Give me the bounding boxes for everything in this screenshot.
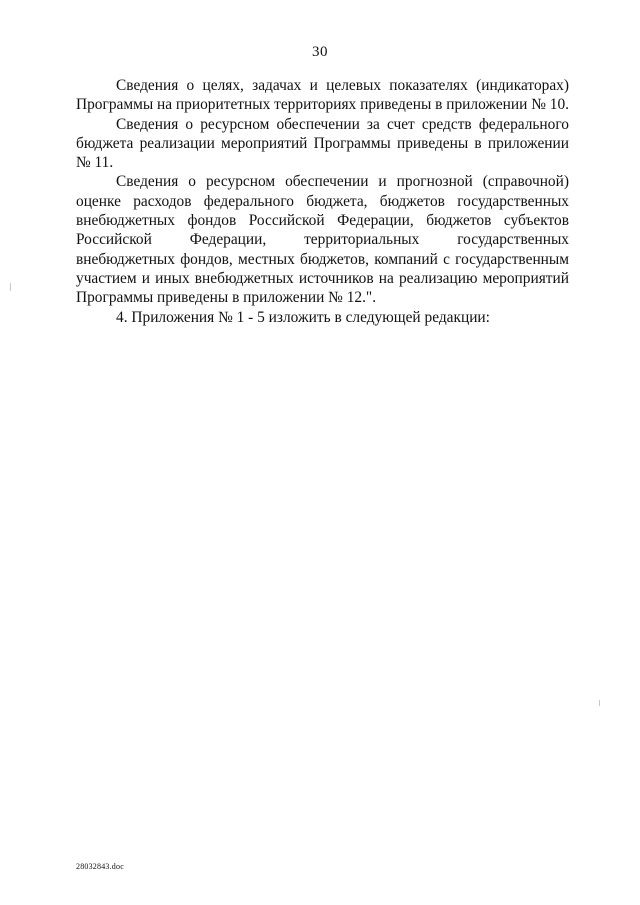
- paragraph-federal-budget-resources: Сведения о ресурсном обеспечении за счет средств федерального бюджета реализации мероприятий Программы приведены в приложении № 11.: [76, 115, 569, 172]
- page-number: 30: [312, 44, 328, 60]
- paragraph-appendices-amendment: 4. Приложения № 1 - 5 изложить в следующей редакции:: [116, 308, 490, 326]
- scan-artifact-right: [599, 700, 600, 706]
- document-file-reference: 28032843.doc: [76, 862, 124, 871]
- paragraph-forecast-resources: Сведения о ресурсном обеспечении и прогнозной (справочной) оценке расходов федерального бюджета, бюджетов государственных внебюджетных фондов Российской Федерации, бюджетов субъектов Российской Федерации, территориальных государственных внебюджетных фондов, местных бюджетов, компаний с государственным участием и иных внебюджетных источников на реализацию мероприятий Программы приведены в приложении № 12.".: [76, 173, 569, 307]
- scan-artifact-left: [10, 283, 11, 291]
- body-text: [76, 76, 569, 327]
- paragraph-goals-indicators: Сведения о целях, задачах и целевых показателях (индикаторах) Программы на приоритетных территориях приведены в приложении № 10.: [76, 77, 570, 114]
